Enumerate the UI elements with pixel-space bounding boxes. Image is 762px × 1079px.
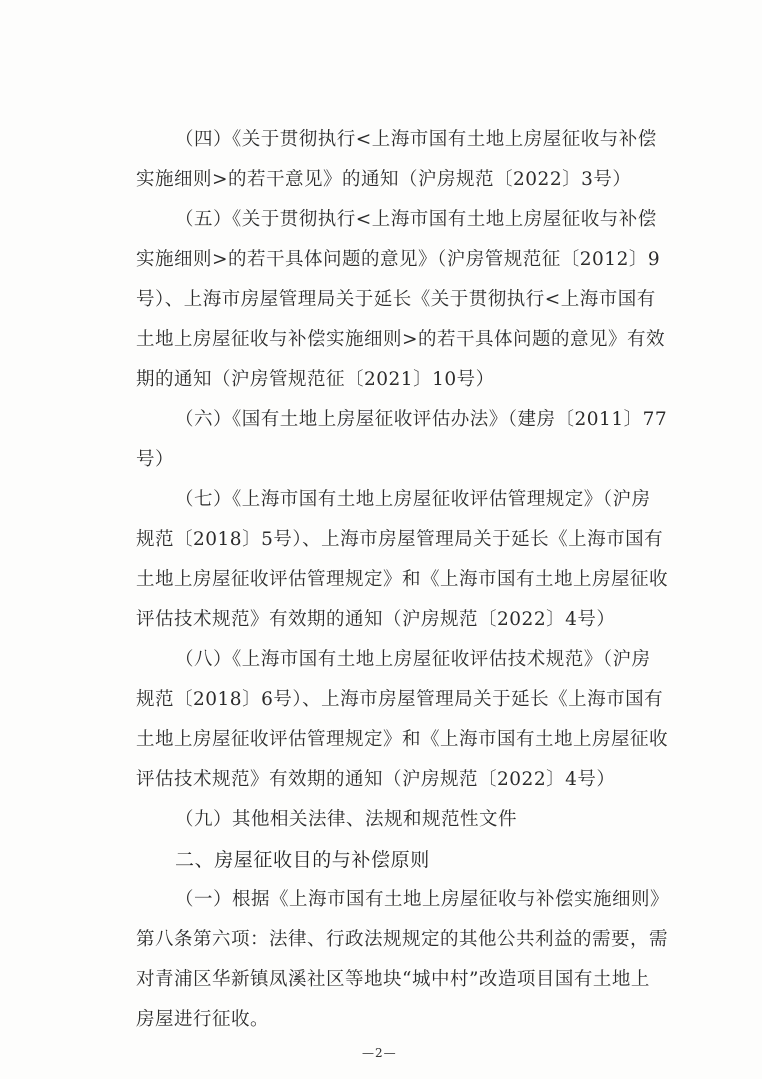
text-line: 规范〔2018〕5号）、上海市房屋管理局关于延长《上海市国有 [136,529,664,550]
text-line: （六）《国有土地上房屋征收评估办法》（建房〔2011〕77 [175,409,668,430]
text-line: 土地上房屋征收与补偿实施细则>的若干具体问题的意见》有效 [136,329,666,350]
text-line: 实施细则>的若干意见》的通知（沪房规范〔2022〕3号） [136,169,632,190]
page-number: —2— [362,1046,397,1060]
text-line: 土地上房屋征收评估管理规定》和《上海市国有土地上房屋征收 [136,569,669,590]
text-line: （一）根据《上海市国有土地上房屋征收与补偿实施细则》 [175,889,670,910]
text-line: 评估技术规范》有效期的通知（沪房规范〔2022〕4号） [136,609,616,630]
text-line: （四）《关于贯彻执行<上海市国有土地上房屋征收与补偿 [175,129,657,150]
text-line: 实施细则>的若干具体问题的意见》（沪房管规范征〔2012〕9 [136,249,661,270]
text-line: 评估技术规范》有效期的通知（沪房规范〔2022〕4号） [136,769,616,790]
text-line: 号）、上海市房屋管理局关于延长《关于贯彻执行<上海市国有 [136,289,656,310]
text-line: 期的通知（沪房管规范征〔2021〕10号） [136,369,495,390]
text-line: （五）《关于贯彻执行<上海市国有土地上房屋征收与补偿 [175,209,657,230]
text-line: 对青浦区华新镇凤溪社区等地块“城中村”改造项目国有土地上 [136,969,650,990]
text-line: 规范〔2018〕6号）、上海市房屋管理局关于延长《上海市国有 [136,689,664,710]
text-line: （八）《上海市国有土地上房屋征收评估技术规范》（沪房 [175,649,651,670]
text-line: （九）其他相关法律、法规和规范性文件 [175,809,518,830]
text-line: 号） [136,449,175,470]
text-line: 土地上房屋征收评估管理规定》和《上海市国有土地上房屋征收 [136,729,669,750]
text-line: 房屋进行征收。 [136,1009,270,1030]
section-heading: 二、房屋征收目的与补偿原则 [175,849,430,871]
text-line: 第八条第六项：法律、行政法规规定的其他公共利益的需要，需 [136,929,669,950]
text-line: （七）《上海市国有土地上房屋征收评估管理规定》（沪房 [175,489,651,510]
